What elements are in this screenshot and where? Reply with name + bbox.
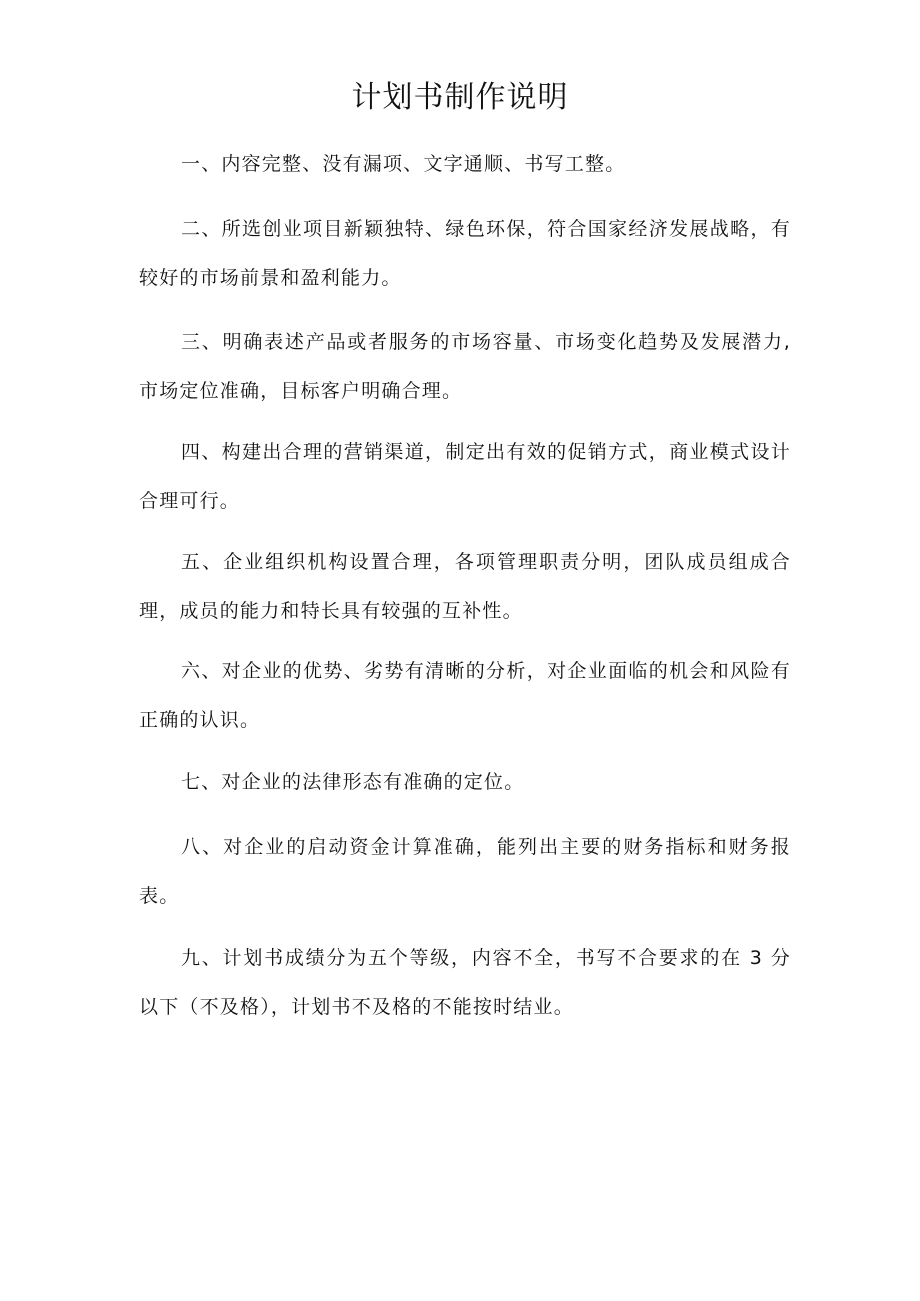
requirement-item-5: 五、企业组织机构设置合理，各项管理职责分明，团队成员组成合理，成员的能力和特长具有较强的互补性。 bbox=[139, 551, 791, 622]
requirement-item-8: 八、对企业的启动资金计算准确，能列出主要的财务指标和财务报表。 bbox=[139, 836, 791, 907]
requirement-item-3: 三、明确表述产品或者服务的市场容量、市场变化趋势及发展潜力, 市场定位准确，目标客户明确合理。 bbox=[139, 331, 791, 402]
requirement-item-9: 九、计划书成绩分为五个等级，内容不全，书写不合要求的在 3 分以下（不及格），计划书不及格的不能按时结业。 bbox=[139, 947, 791, 1018]
document-title: 计划书制作说明 bbox=[351, 80, 569, 115]
requirement-item-1: 一、内容完整、没有漏项、文字通顺、书写工整。 bbox=[181, 153, 626, 175]
requirement-item-6: 六、对企业的优势、劣势有清晰的分析，对企业面临的机会和风险有正确的认识。 bbox=[139, 660, 791, 731]
requirement-item-7: 七、对企业的法律形态有准确的定位。 bbox=[181, 771, 525, 793]
requirement-item-2: 二、所选创业项目新颖独特、绿色环保，符合国家经济发展战略，有较好的市场前景和盈利能力。 bbox=[139, 218, 791, 289]
requirement-item-4: 四、构建出合理的营销渠道，制定出有效的促销方式，商业模式设计合理可行。 bbox=[139, 441, 791, 512]
